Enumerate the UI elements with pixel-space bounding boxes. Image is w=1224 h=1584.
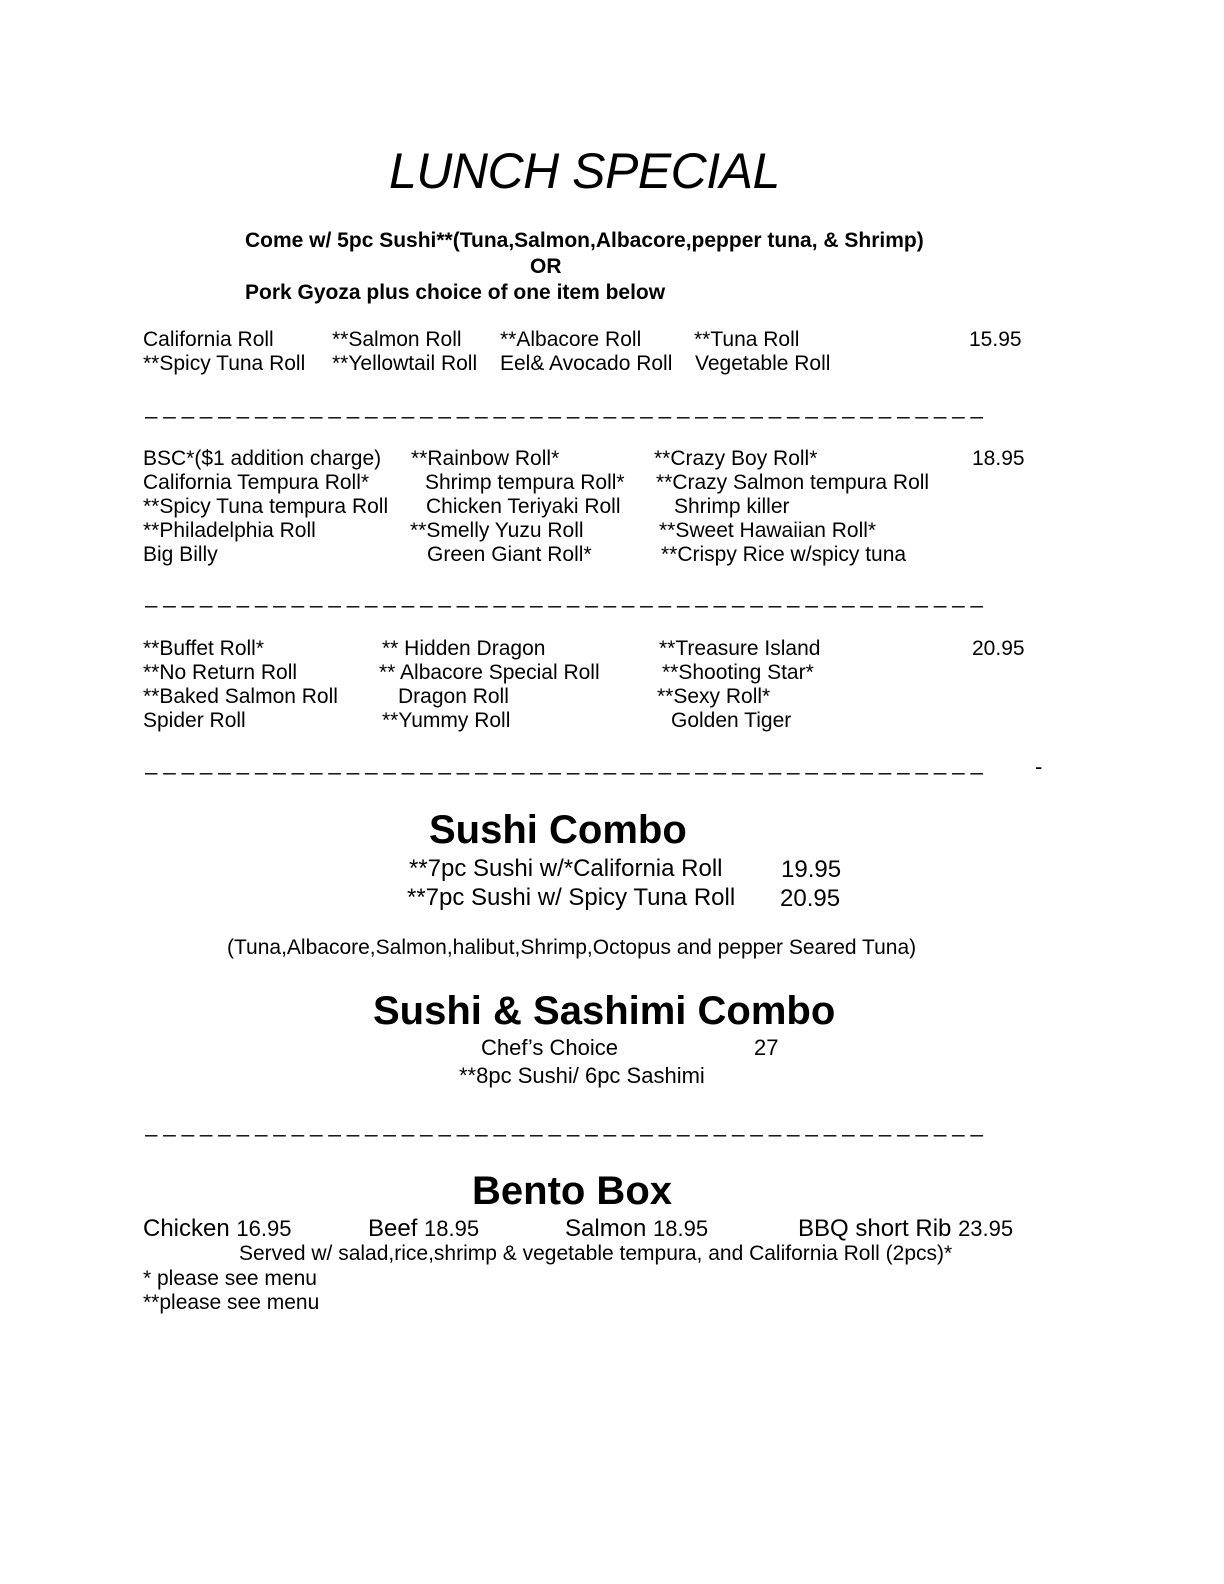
sashimi-detail: **8pc Sushi/ 6pc Sashimi (459, 1063, 705, 1088)
menu-item: **Treasure Island (659, 637, 821, 660)
menu-item: Spider Roll (143, 709, 246, 732)
menu-item: **Tuna Roll (694, 328, 800, 351)
menu-item: **Philadelphia Roll (143, 519, 316, 542)
menu-item: **Sexy Roll* (657, 685, 771, 708)
divider: _ _ _ _ _ _ _ _ _ _ _ _ _ _ _ _ _ _ _ _ _ _ _ _ _ _ _ _ _ _ _ _ _ _ _ _ _ _ _ _ _ _ _ _ _ _ (145, 583, 983, 608)
menu-item: **Buffet Roll* (143, 637, 265, 660)
menu-item: ** Hidden Dragon (382, 637, 546, 660)
menu-item: ** Albacore Special Roll (379, 661, 600, 684)
bento-item (565, 1215, 708, 1243)
menu-item: Chicken Teriyaki Roll (426, 495, 621, 518)
bento-item (798, 1215, 1013, 1243)
tier-2-price: 18.95 (972, 447, 1025, 470)
bento-item-name: Chicken (143, 1215, 230, 1242)
menu-item: **Salmon Roll (332, 328, 462, 351)
page-title: LUNCH SPECIAL (389, 143, 780, 199)
bento-served-note: Served w/ salad,rice,shrimp & vegetable tempura, and California Roll (2pcs)* (239, 1242, 953, 1265)
combo-fish-note: (Tuna,Albacore,Salmon,halibut,Shrimp,Octopus and pepper Seared Tuna) (227, 936, 917, 959)
divider: _ _ _ _ _ _ _ _ _ _ _ _ _ _ _ _ _ _ _ _ _ _ _ _ _ _ _ _ _ _ _ _ _ _ _ _ _ _ _ _ _ _ _ _ _ _ (145, 750, 983, 775)
sashimi-label: Chef’s Choice (481, 1035, 618, 1060)
menu-item: **Spicy Tuna Roll (143, 352, 306, 375)
intro-line-2: Pork Gyoza plus choice of one item below (245, 281, 666, 304)
menu-item: Dragon Roll (398, 685, 509, 708)
menu-item: **Crazy Salmon tempura Roll (656, 471, 930, 494)
tier-1-price: 15.95 (969, 328, 1022, 351)
sashimi-price: 27 (754, 1035, 779, 1060)
bento-item-price: 18.95 (424, 1216, 480, 1241)
combo-item-label: **7pc Sushi w/*California Roll (409, 855, 723, 882)
combo-item-label: **7pc Sushi w/ Spicy Tuna Roll (407, 884, 736, 911)
combo-item-price: 19.95 (781, 856, 842, 883)
bento-item-price: 18.95 (653, 1216, 709, 1241)
bento-heading: Bento Box (472, 1169, 672, 1213)
menu-item: **No Return Roll (143, 661, 298, 684)
menu-item: **Rainbow Roll* (411, 447, 560, 470)
menu-item: **Crazy Boy Roll* (654, 447, 818, 470)
menu-item: BSC*($1 addition charge) (143, 447, 382, 470)
intro-or: OR (530, 255, 562, 278)
footnote: * please see menu (143, 1267, 317, 1290)
menu-item: Green Giant Roll* (427, 543, 592, 566)
menu-item: **Crispy Rice w/spicy tuna (661, 543, 907, 566)
bento-item-name: Beef (368, 1215, 418, 1242)
combo-item-price: 20.95 (780, 885, 841, 912)
sushi-combo-heading: Sushi Combo (429, 808, 687, 852)
divider: _ _ _ _ _ _ _ _ _ _ _ _ _ _ _ _ _ _ _ _ _ _ _ _ _ _ _ _ _ _ _ _ _ _ _ _ _ _ _ _ _ _ _ _ _ _ (145, 1112, 983, 1137)
menu-item: **Albacore Roll (500, 328, 642, 351)
menu-item: Eel& Avocado Roll (500, 352, 673, 375)
bento-item-price: 23.95 (958, 1216, 1014, 1241)
menu-item: **Smelly Yuzu Roll (410, 519, 584, 542)
sushi-sashimi-heading: Sushi & Sashimi Combo (373, 989, 836, 1033)
menu-item: California Tempura Roll* (143, 471, 370, 494)
divider: _ _ _ _ _ _ _ _ _ _ _ _ _ _ _ _ _ _ _ _ _ _ _ _ _ _ _ _ _ _ _ _ _ _ _ _ _ _ _ _ _ _ _ _ _ _ (145, 394, 983, 419)
menu-item: **Baked Salmon Roll (143, 685, 338, 708)
divider-end: - (1035, 754, 1043, 779)
menu-item: **Sweet Hawaiian Roll* (659, 519, 877, 542)
bento-item-price: 16.95 (236, 1216, 292, 1241)
menu-item: **Yummy Roll (382, 709, 511, 732)
menu-item: Shrimp killer (674, 495, 790, 518)
menu-item: Big Billy (143, 543, 218, 566)
intro-line-1: Come w/ 5pc Sushi**(Tuna,Salmon,Albacore,pepper tuna, & Shrimp) (245, 229, 924, 252)
bento-item-name: Salmon (565, 1215, 647, 1242)
menu-item: California Roll (143, 328, 274, 351)
menu-item: Golden Tiger (671, 709, 792, 732)
tier-3-price: 20.95 (972, 637, 1025, 660)
bento-item-name: BBQ short Rib (798, 1215, 952, 1242)
bento-item (368, 1215, 479, 1243)
menu-item: **Spicy Tuna tempura Roll (143, 495, 389, 518)
menu-item: **Yellowtail Roll (332, 352, 478, 375)
bento-item (143, 1215, 291, 1243)
menu-item: Vegetable Roll (695, 352, 831, 375)
menu-item: **Shooting Star* (662, 661, 814, 684)
footnote: **please see menu (143, 1291, 320, 1314)
menu-item: Shrimp tempura Roll* (425, 471, 625, 494)
